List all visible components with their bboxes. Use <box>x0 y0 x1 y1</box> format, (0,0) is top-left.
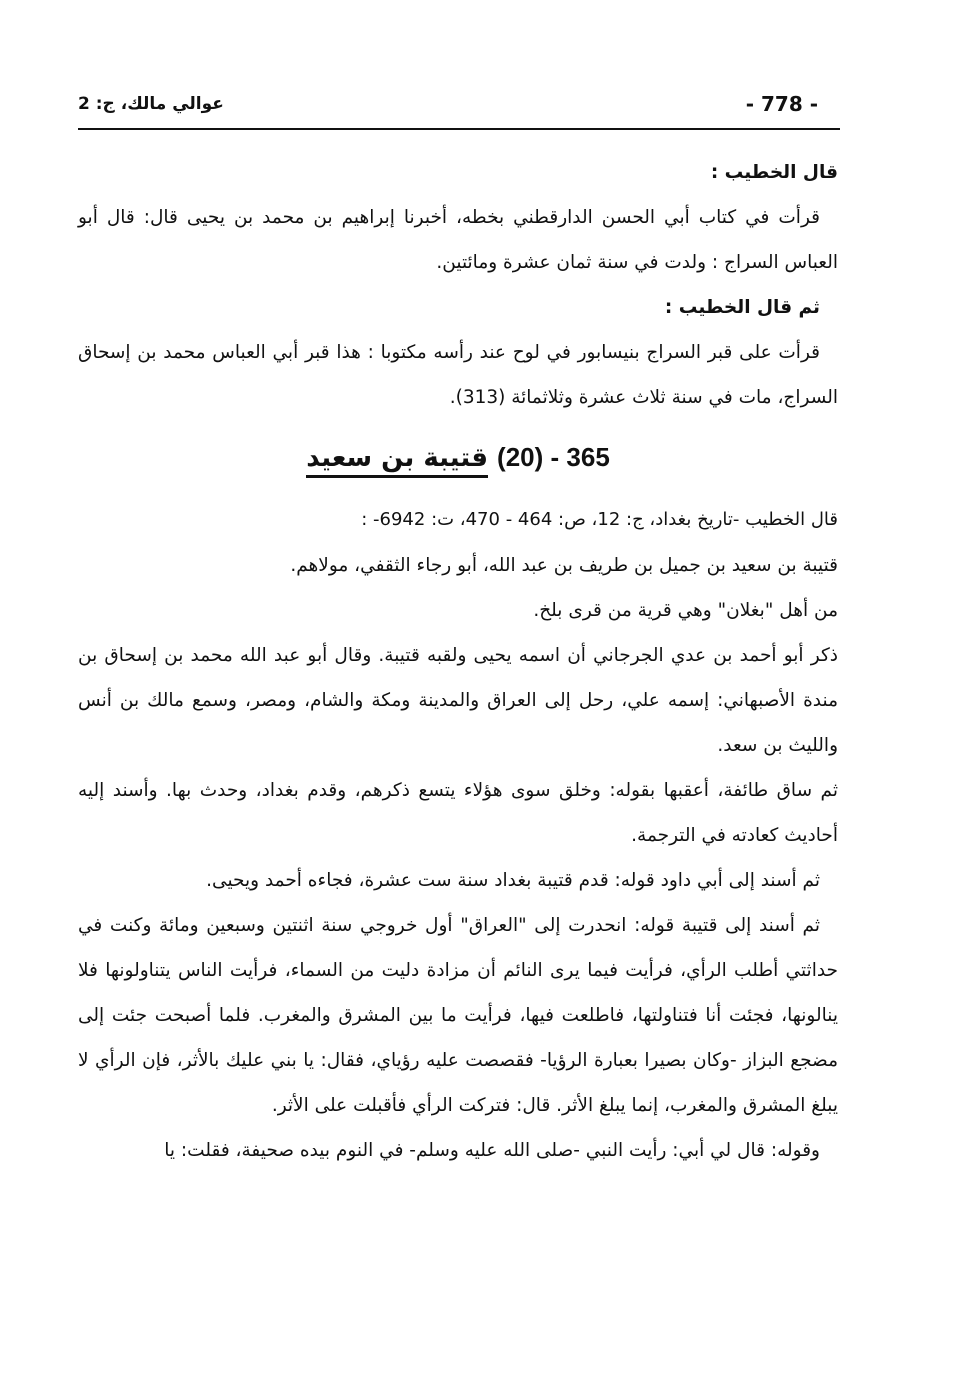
paragraph: ثم قال الخطيب : <box>664 297 820 318</box>
paragraph: قتيبة بن سعيد بن جميل بن طريف بن عبد الله، أبو رجاء الثقفي، مولاهم. <box>290 555 838 576</box>
body-text <box>78 150 838 1173</box>
paragraph: قرأت في كتاب أبي الحسن الدارقطني بخطه، أخبرنا إبراهيم بن محمد بن يحيى قال: قال أبو العباس السراج : ولدت في سنة ثمان عشرة ومائتين. <box>78 207 838 273</box>
entry-heading <box>78 422 838 493</box>
paragraph: ثم ساق طائفة، أعقبها بقوله: وخلق سوى هؤلاء يتسع ذكرهم، وقدم بغداد، وحدث بها. وأسند إليه أحاديث كعادته في الترجمة. <box>78 780 838 846</box>
page-number: - 778 - <box>745 92 818 116</box>
paragraph: ذكر أبو أحمد بن عدي الجرجاني أن اسمه يحيى ولقبه قتيبة. وقال أبو عبد الله محمد بن إسحاق بن مندة الأصبهاني: إسمه علي، رحل إلى العراق والمدينة ومكة والشام، ومصر، وسمع مالك بن أنس والليث بن سعد. <box>78 645 838 756</box>
source-citation: قال الخطيب -تاريخ بغداد، ج: 12، ص: 464 - 470، ت: 6942- : <box>361 509 838 530</box>
running-head: عوالي مالك، ج: 2 <box>78 94 224 114</box>
paragraph: قرأت على قبر السراج بنيسابور في لوح عند رأسه مكتوبا : هذا قبر أبي العباس محمد بن إسحاق السراج، مات في سنة ثلاث عشرة وثلاثمائة (313). <box>78 342 838 408</box>
page-header <box>78 84 838 124</box>
entry-name: قتيبة بن سعيد <box>306 443 488 478</box>
paragraph: ثم أسند إلى قتيبة قوله: انحدرت إلى "العراق" أول خروجي سنة اثنتين وسبعين ومائة وكنت في حداثتي أطلب الرأي، فرأيت فيما يرى النائم أن مزادة دليت من السماء، فرأيت الناس يتناولونها فلا ينالونها، فجئت أنا فتناولتها، فاطلعت فيها، فرأيت ما بين المشرق والمغرب. فلما أصبحت جئت إلى مضجع البزاز -وكان بصيرا بعبارة الرؤيا- فقصصت عليه رؤياي، فقال: يا بني عليك بالأثر، فإن الرأي لا يبلغ المشرق والمغرب، إنما يبلغ الأثر. قال: فتركت الرأي فأقبلت على الأثر. <box>78 915 838 1116</box>
paragraph: وقوله: قال لي أبي: رأيت النبي -صلى الله عليه وسلم- في النوم بيده صحيفة، فقلت: يا <box>164 1140 820 1161</box>
header-divider <box>78 128 840 130</box>
paragraph: ثم أسند إلى أبي داود قوله: قدم قتيبة بغداد سنة ست عشرة، فجاءه أحمد ويحيى. <box>206 870 820 891</box>
paragraph: قال الخطيب : <box>710 162 838 183</box>
paragraph: من أهل "بغلان" وهي قرية من قرى بلخ. <box>533 600 838 621</box>
entry-number: 365 - (20) <box>497 442 610 472</box>
